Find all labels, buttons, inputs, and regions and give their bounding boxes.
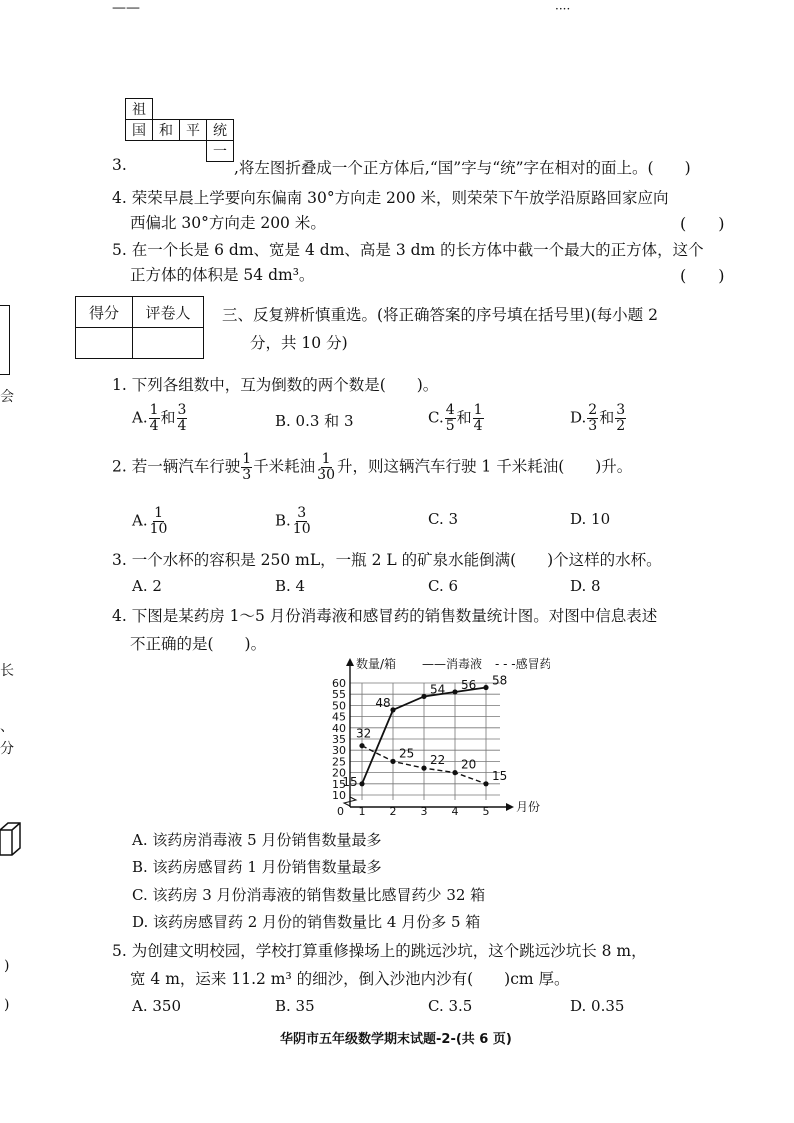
y-tick-label: 55 [332, 688, 346, 702]
left-edge-text: ) [4, 997, 10, 1013]
y-tick-label: 45 [332, 710, 346, 724]
data-point [483, 685, 488, 690]
y-tick-label: 10 [332, 789, 346, 802]
q3-stem: 3. 一个水杯的容积是 250 mL，一瓶 2 L 的矿泉水能倒满( )个这样的水杯。 [112, 551, 662, 569]
data-label: 22 [430, 753, 446, 768]
y-tick-label: 20 [332, 766, 346, 780]
q2-option-c[interactable]: C. 3 [428, 510, 459, 528]
q4-stem-cont: 不正确的是( )。 [130, 635, 267, 653]
origin-label: 0 [337, 805, 344, 818]
data-label: 54 [430, 682, 446, 697]
grader-cell[interactable] [133, 328, 204, 359]
left-edge-box [0, 305, 10, 375]
data-label: 58 [492, 673, 508, 688]
q1-option-a[interactable]: A. $\frac{1}{4}$ 和 $\frac{3}{4}$ [132, 402, 187, 434]
q1-stem: 1. 下列各组数中，互为倒数的两个数是( )。 [112, 376, 439, 394]
judge-q3-number: 3. [112, 156, 127, 174]
left-edge-text: 、 [0, 719, 14, 735]
x-tick-label: 1 [358, 805, 366, 818]
legend-cold-medicine: - - -感冒药 [495, 657, 550, 671]
y-tick-label: 15 [332, 777, 346, 791]
data-point [390, 707, 395, 712]
q1-option-d[interactable]: D. $\frac{2}{3}$ 和 $\frac{3}{2}$ [570, 402, 626, 434]
left-edge-cube-icon [0, 822, 22, 862]
q2-stem: 2. 若一辆汽车行驶 $\frac{1}{3}$ 千米耗油 $\frac{1}{30}$ 升，则这辆汽车行驶 1 千米耗油( )升。 [112, 451, 633, 483]
q3-option-b[interactable]: B. 4 [275, 577, 306, 595]
data-point [359, 743, 364, 748]
left-edge-text: ) [4, 958, 10, 974]
judge-q3-text: ,将左图折叠成一个正方体后,“国”字与“统”字在相对的面上。( ) [234, 159, 691, 177]
x-tick-label: 2 [389, 805, 397, 818]
y-axis-label: 数量/箱 [356, 657, 397, 671]
q5-option-a[interactable]: A. 350 [132, 997, 181, 1015]
q5-option-d[interactable]: D. 0.35 [570, 997, 625, 1015]
judge-q4-line2: 西偏北 30°方向走 200 米。 [130, 214, 326, 232]
q3-option-a[interactable]: A. 2 [132, 577, 162, 595]
data-point [452, 770, 457, 775]
left-edge-text: 会 [0, 389, 14, 405]
x-axis-arrow [506, 803, 514, 811]
net-cell: 平 [180, 120, 207, 141]
score-table [75, 296, 204, 359]
data-label: 56 [461, 677, 477, 692]
data-label: 20 [461, 757, 477, 772]
data-point [359, 781, 364, 786]
y-axis-arrow [346, 658, 354, 666]
data-point [421, 694, 426, 699]
y-tick-label: 60 [332, 677, 346, 690]
x-tick-label: 4 [451, 805, 459, 818]
q4-stem: 4. 下图是某药房 1～5 月份消毒液和感冒药的销售数量统计图。对图中信息表述 [112, 607, 658, 625]
score-header: 得分 [76, 297, 133, 328]
q5-stem: 5. 为创建文明校园，学校打算重修操场上的跳远沙坑，这个跳远沙坑长 8 m， [112, 942, 647, 960]
q5-stem-cont: 宽 4 m，运来 11.2 m³ 的细沙，倒入沙池内沙有( )cm 厚。 [130, 970, 570, 988]
data-label: 15 [492, 768, 508, 783]
y-tick-label: 30 [332, 744, 346, 758]
q5-option-c[interactable]: C. 3.5 [428, 997, 473, 1015]
data-point [421, 766, 426, 771]
q4-option-c[interactable]: C. 该药房 3 月份消毒液的销售数量比感冒药少 32 箱 [132, 886, 486, 904]
judge-q5-paren[interactable]: ( ) [680, 266, 725, 285]
q4-option-d[interactable]: D. 该药房感冒药 2 月份的销售数量比 4 月份多 5 箱 [132, 913, 481, 931]
score-cell[interactable] [76, 328, 133, 359]
x-tick-label: 5 [482, 805, 490, 818]
section3-title: 三、反复辨析慎重选。(将正确答案的序号填在括号里)(每小题 2 [222, 306, 658, 324]
x-axis-label: 月份 [516, 800, 541, 814]
chart-svg [300, 650, 550, 830]
x-tick-label: 3 [420, 805, 428, 818]
q3-option-c[interactable]: C. 6 [428, 577, 459, 595]
data-point [483, 781, 488, 786]
judge-q4-paren[interactable]: ( ) [680, 214, 725, 233]
data-point [452, 689, 457, 694]
data-point [390, 759, 395, 764]
data-label: 25 [399, 746, 415, 761]
y-tick-label: 25 [332, 755, 346, 769]
grader-header: 评卷人 [133, 297, 204, 328]
left-edge-text: 分 [0, 741, 14, 757]
q5-option-b[interactable]: B. 35 [275, 997, 315, 1015]
net-cell: 祖 [126, 99, 153, 120]
data-label: 32 [356, 726, 372, 741]
q4-option-a[interactable]: A. 该药房消毒液 5 月份销售数量最多 [132, 831, 382, 849]
legend-disinfectant: ——消毒液 [422, 657, 483, 671]
page-footer: 华阴市五年级数学期末试题-2-(共 6 页) [280, 1032, 512, 1047]
data-label: 48 [375, 695, 391, 710]
y-tick-label: 35 [332, 733, 346, 746]
y-tick-label: 40 [332, 721, 346, 735]
header-mark-left: —— [112, 0, 140, 16]
q1-option-c[interactable]: C. $\frac{4}{5}$ 和 $\frac{1}{4}$ [428, 402, 483, 434]
net-cell: 国 [126, 120, 153, 141]
q2-option-a[interactable]: A. $\frac{1}{10}$ [132, 505, 168, 537]
q3-option-d[interactable]: D. 8 [570, 577, 601, 595]
judge-q5-line2: 正方体的体积是 54 dm³。 [130, 266, 315, 284]
header-mark-right: ···· [555, 2, 571, 16]
q1-option-b[interactable]: B. 0.3 和 3 [275, 412, 354, 430]
data-label: 15 [342, 774, 358, 789]
q4-option-b[interactable]: B. 该药房感冒药 1 月份销售数量最多 [132, 858, 382, 876]
judge-q4-line1: 4. 荣荣早晨上学要向东偏南 30°方向走 200 米，则荣荣下午放学沿原路回家应向 [112, 189, 669, 207]
judge-q5-line1: 5. 在一个长是 6 dm、宽是 4 dm、高是 3 dm 的长方体中截一个最大的正方体，这个 [112, 241, 704, 259]
net-cell: 一 [207, 141, 234, 162]
net-cell: 统 [207, 120, 234, 141]
y-tick-label: 50 [332, 699, 346, 713]
cube-net [125, 98, 234, 162]
option-label: A. [132, 408, 148, 427]
section3-title-cont: 分，共 10 分) [250, 334, 348, 352]
net-cell: 和 [153, 120, 180, 141]
left-edge-text: 长 [0, 663, 14, 679]
q2-option-d[interactable]: D. 10 [570, 510, 611, 528]
sales-line-chart [300, 650, 550, 830]
q2-option-b[interactable]: B. $\frac{3}{10}$ [275, 505, 311, 537]
